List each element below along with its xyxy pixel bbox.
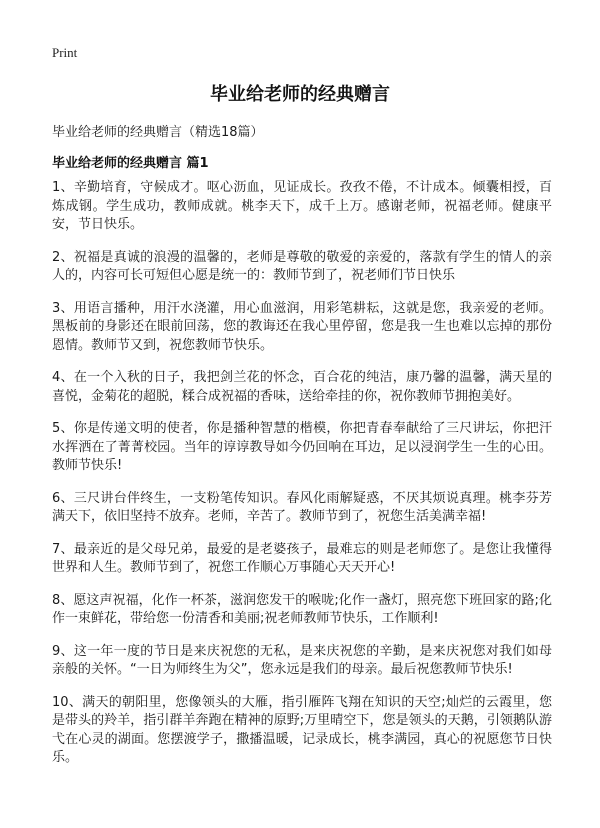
- message-item-5: 5、你是传递文明的使者，你是播种智慧的楷模，你把青春奉献给了三尺讲坛，你把汗水挥洒在了菁菁校园。当年的谆谆教导如今仍回响在耳边，足以浸润学生一生的心田。教师节快乐!: [52, 421, 552, 473]
- print-link[interactable]: Print: [52, 45, 78, 60]
- message-item-6: 6、三尺讲台伴终生，一支粉笔传知识。春风化雨解疑惑，不厌其烦说真理。桃李芬芳满天下，依旧坚持不放弃。老师，辛苦了。教师节到了，祝您生活美满幸福!: [52, 490, 552, 524]
- message-item-7: 7、最亲近的是父母兄弟，最爱的是老婆孩子，最难忘的则是老师您了。是您让我懂得世界和人生。教师节到了，祝您工作顺心万事随心天天开心!: [52, 541, 552, 575]
- message-item-4: 4、在一个入秋的日子，我把剑兰花的怀念，百合花的纯洁，康乃馨的温馨，满天星的喜悦，金菊花的超脱，糅合成祝福的香味，送给牵挂的你，祝你教师节拥抱美好。: [52, 370, 552, 404]
- message-list: [52, 179, 552, 782]
- subtitle: 毕业给老师的经典赠言（精选18篇）: [52, 125, 264, 140]
- message-item-9: 9、这一年一度的节日是来庆祝您的无私，是来庆祝您的辛勤，是来庆祝您对我们如母亲般的关怀。“一日为师终生为父”，您永远是我们的母亲。最后祝您教师节快乐!: [52, 643, 552, 677]
- message-item-3: 3、用语言播种，用汗水浇灌，用心血滋润，用彩笔耕耘，这就是您，我亲爱的老师。黑板前的身影还在眼前回荡，您的教诲还在我心里停留，您是我一生也难以忘掉的那份恩情。教师节又到，祝您教师节快乐。: [52, 300, 552, 353]
- section-heading: 毕业给老师的经典赠言 篇1: [52, 156, 209, 171]
- message-item-10: 10、满天的朝阳里，您像领头的大雁，指引雁阵飞翔在知识的天空;灿烂的云霞里，您是带头的羚羊，指引群羊奔跑在精神的原野;万里晴空下，您是领头的天鹅，引领鹅队游弋在心灵的湖面。您摆渡学子，撒播温暖，记录成长，桃李满园，真心的祝愿您节日快乐。: [52, 694, 552, 765]
- message-item-2: 2、祝福是真诚的浪漫的温馨的，老师是尊敬的敬爱的亲爱的，落款有学生的情人的亲人的，内容可长可短但心愿是统一的：教师节到了，祝老师们节日快乐: [52, 249, 552, 283]
- page-title: 毕业给老师的经典赠言: [210, 84, 390, 105]
- message-item-1: 1、辛勤培育，守候成才。呕心沥血，见证成长。孜孜不倦，不计成本。倾囊相授，百炼成钢。学生成功，教师成就。桃李天下，成千上万。感谢老师，祝福老师。健康平安，节日快乐。: [52, 180, 552, 232]
- message-item-8: 8、愿这声祝福，化作一杯茶，滋润您发干的喉咙;化作一盏灯，照亮您下班回家的路;化作一束鲜花，带给您一份清香和美丽;祝老师教师节快乐，工作顺利!: [52, 592, 552, 626]
